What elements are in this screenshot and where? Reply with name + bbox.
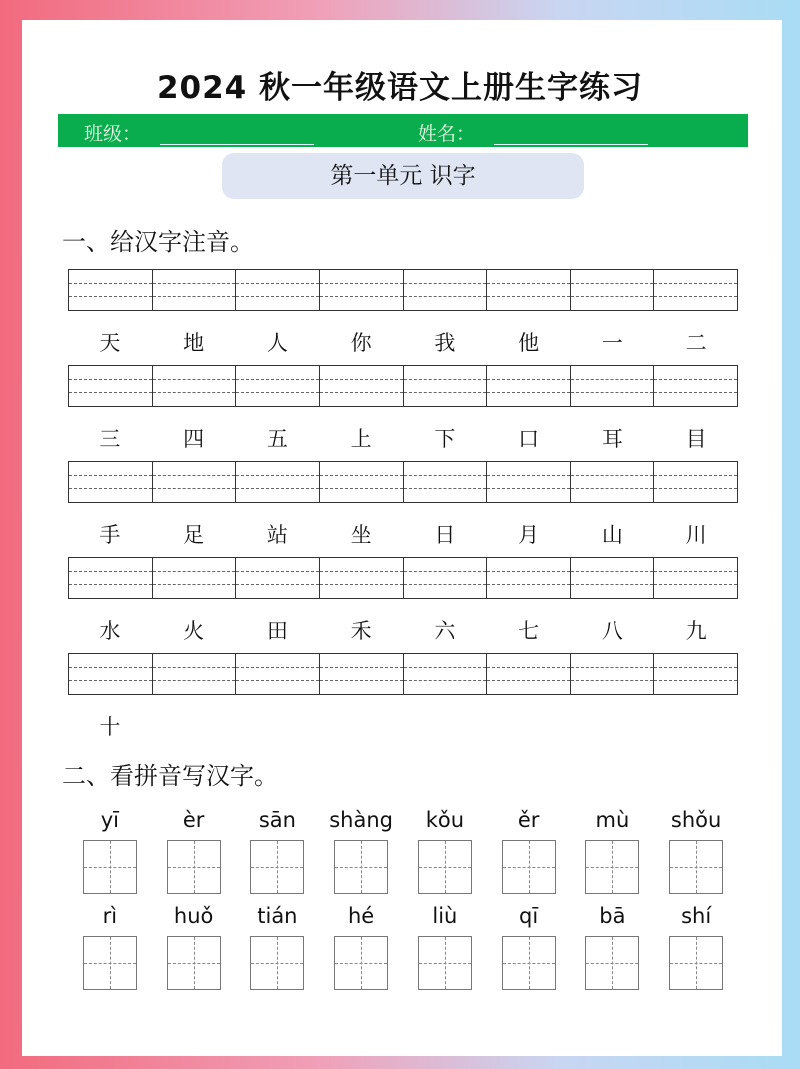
character: 日	[434, 523, 456, 547]
pinyin-cell[interactable]	[152, 269, 236, 311]
pinyin-cell[interactable]	[653, 653, 738, 695]
class-label: 班级：	[84, 123, 142, 145]
character-row	[68, 327, 738, 357]
character: 足	[183, 523, 205, 547]
name-field[interactable]	[494, 144, 648, 145]
pinyin-cell[interactable]	[319, 653, 403, 695]
pinyin-cell[interactable]	[68, 269, 152, 311]
character: 四	[183, 427, 205, 451]
tianzige-row	[68, 840, 738, 894]
pinyin-cell[interactable]	[486, 365, 570, 407]
pinyin-cell[interactable]	[570, 269, 654, 311]
page-title: 2024 秋一年级语文上册生字练习	[156, 70, 644, 106]
pinyin-cell[interactable]	[653, 269, 738, 311]
tianzige-box[interactable]	[502, 840, 556, 894]
tianzige-box[interactable]	[585, 936, 639, 990]
tianzige-box[interactable]	[83, 840, 137, 894]
pinyin: mù	[595, 808, 630, 832]
pinyin-grid-row	[68, 653, 738, 695]
character: 人	[266, 331, 288, 355]
character-row	[68, 711, 738, 741]
character-row	[68, 615, 738, 645]
character: 目	[685, 427, 707, 451]
character: 我	[434, 331, 456, 355]
pinyin-cell[interactable]	[152, 461, 236, 503]
pinyin-cell[interactable]	[486, 461, 570, 503]
pinyin-cell[interactable]	[319, 365, 403, 407]
tianzige-box[interactable]	[167, 840, 221, 894]
tianzige-box[interactable]	[250, 936, 304, 990]
tianzige-box[interactable]	[250, 840, 304, 894]
pinyin-cell[interactable]	[235, 461, 319, 503]
pinyin-cell[interactable]	[235, 557, 319, 599]
pinyin-cell[interactable]	[319, 557, 403, 599]
character: 耳	[601, 427, 623, 451]
pinyin-cell[interactable]	[653, 557, 738, 599]
tianzige-box[interactable]	[167, 936, 221, 990]
tianzige-box[interactable]	[669, 936, 723, 990]
name-label: 姓名：	[418, 123, 476, 145]
pinyin: huǒ	[173, 904, 214, 928]
character: 二	[685, 331, 707, 355]
pinyin-cell[interactable]	[403, 461, 487, 503]
pinyin: shí	[681, 904, 712, 928]
pinyin: shǒu	[670, 808, 722, 832]
character: 九	[685, 619, 707, 643]
pinyin-cell[interactable]	[403, 653, 487, 695]
pinyin-cell[interactable]	[152, 557, 236, 599]
character: 禾	[350, 619, 372, 643]
tianzige-box[interactable]	[585, 840, 639, 894]
pinyin-cell[interactable]	[319, 461, 403, 503]
section-2-title: 二、看拼音写汉字。	[62, 762, 278, 790]
pinyin-grid-row	[68, 557, 738, 599]
pinyin-cell[interactable]	[68, 365, 152, 407]
tianzige-box[interactable]	[502, 936, 556, 990]
character: 火	[183, 619, 205, 643]
pinyin-cell[interactable]	[68, 653, 152, 695]
tianzige-box[interactable]	[418, 840, 472, 894]
character: 地	[183, 331, 205, 355]
pinyin-cell[interactable]	[319, 269, 403, 311]
pinyin-row	[68, 808, 738, 832]
info-bar	[58, 114, 748, 147]
pinyin-cell[interactable]	[235, 365, 319, 407]
pinyin: tián	[257, 904, 298, 928]
pinyin-cell[interactable]	[152, 365, 236, 407]
pinyin-cell[interactable]	[653, 461, 738, 503]
pinyin-cell[interactable]	[653, 365, 738, 407]
pinyin-cell[interactable]	[403, 557, 487, 599]
character: 天	[99, 331, 121, 355]
pinyin-cell[interactable]	[570, 461, 654, 503]
pinyin: yī	[100, 808, 119, 832]
unit-heading: 第一单元 识字	[222, 153, 584, 199]
character: 十	[99, 715, 121, 739]
pinyin-cell[interactable]	[403, 365, 487, 407]
character: 六	[434, 619, 456, 643]
pinyin-cell[interactable]	[235, 269, 319, 311]
character: 口	[518, 427, 540, 451]
pinyin-cell[interactable]	[68, 557, 152, 599]
character: 坐	[350, 523, 372, 547]
pinyin-cell[interactable]	[68, 461, 152, 503]
section-1-title: 一、给汉字注音。	[62, 228, 254, 256]
pinyin: kǒu	[425, 808, 465, 832]
pinyin: èr	[182, 808, 205, 832]
pinyin-grid-row	[68, 365, 738, 407]
character: 他	[518, 331, 540, 355]
tianzige-row	[68, 936, 738, 990]
tianzige-box[interactable]	[334, 840, 388, 894]
character: 川	[685, 523, 707, 547]
pinyin: ěr	[517, 808, 540, 832]
character-row	[68, 519, 738, 549]
character: 站	[266, 523, 288, 547]
pinyin-cell[interactable]	[152, 653, 236, 695]
character: 上	[350, 427, 372, 451]
pinyin-cell[interactable]	[486, 653, 570, 695]
pinyin-cell[interactable]	[235, 653, 319, 695]
pinyin: qī	[519, 904, 539, 928]
pinyin: hé	[348, 904, 375, 928]
tianzige-box[interactable]	[334, 936, 388, 990]
character: 三	[99, 427, 121, 451]
character: 一	[601, 331, 623, 355]
pinyin-cell[interactable]	[403, 269, 487, 311]
pinyin: liù	[432, 904, 458, 928]
pinyin-cell[interactable]	[570, 365, 654, 407]
pinyin: bā	[599, 904, 626, 928]
character: 你	[350, 331, 372, 355]
tianzige-box[interactable]	[669, 840, 723, 894]
character: 田	[266, 619, 288, 643]
character: 月	[518, 523, 540, 547]
character: 下	[434, 427, 456, 451]
pinyin-cell[interactable]	[486, 269, 570, 311]
pinyin: rì	[102, 904, 118, 928]
tianzige-box[interactable]	[418, 936, 472, 990]
pinyin-grid-row	[68, 461, 738, 503]
character: 五	[266, 427, 288, 451]
pinyin-row	[68, 904, 738, 928]
character: 八	[601, 619, 623, 643]
character-row	[68, 423, 738, 453]
pinyin-cell[interactable]	[570, 557, 654, 599]
pinyin-cell[interactable]	[570, 653, 654, 695]
character: 手	[99, 523, 121, 547]
pinyin: shàng	[329, 808, 393, 832]
pinyin-cell[interactable]	[486, 557, 570, 599]
character: 山	[601, 523, 623, 547]
character: 水	[99, 619, 121, 643]
pinyin: sān	[258, 808, 296, 832]
character: 七	[518, 619, 540, 643]
pinyin-grid-row	[68, 269, 738, 311]
tianzige-box[interactable]	[83, 936, 137, 990]
class-field[interactable]	[160, 144, 314, 145]
